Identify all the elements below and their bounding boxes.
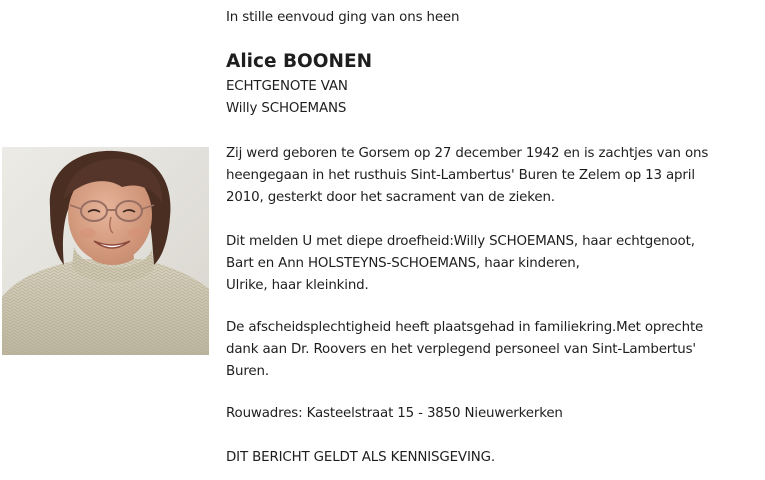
ceremony-line: De afscheidsplechtigheid heeft plaatsgehad in familiekring.Met oprechte: [226, 320, 704, 335]
mourners-line: Bart en Ann HOLSTEYNS-SCHOEMANS, haar kinderen,: [226, 256, 580, 271]
biography-line: heengegaan in het rusthuis Sint-Lambertus' Buren te Zelem op 13 april: [226, 168, 695, 183]
portrait-illustration: [2, 147, 209, 355]
portrait-photo: [2, 147, 209, 355]
deceased-name: Alice BOONEN: [226, 51, 373, 72]
biography-line: Zij werd geboren te Gorsem op 27 december 1942 en is zachtjes van ons: [226, 146, 709, 161]
biography-line: 2010, gesterkt door het sacrament van de zieken.: [226, 190, 555, 205]
ceremony-line: Buren.: [226, 364, 269, 379]
intro-line: In stille eenvoud ging van ons heen: [226, 10, 460, 25]
closing-notice: DIT BERICHT GELDT ALS KENNISGEVING.: [226, 450, 495, 465]
mourners-line: Ulrike, haar kleinkind.: [226, 278, 369, 293]
spouse-name: Willy SCHOEMANS: [226, 101, 347, 116]
mourning-address: Rouwadres: Kasteelstraat 15 - 3850 Nieuwerkerken: [226, 406, 563, 421]
mourners-line: Dit melden U met diepe droefheid:Willy SCHOEMANS, haar echtgenoot,: [226, 234, 695, 249]
relation-label: ECHTGENOTE VAN: [226, 79, 348, 94]
ceremony-line: dank aan Dr. Roovers en het verplegend personeel van Sint-Lambertus': [226, 342, 696, 357]
